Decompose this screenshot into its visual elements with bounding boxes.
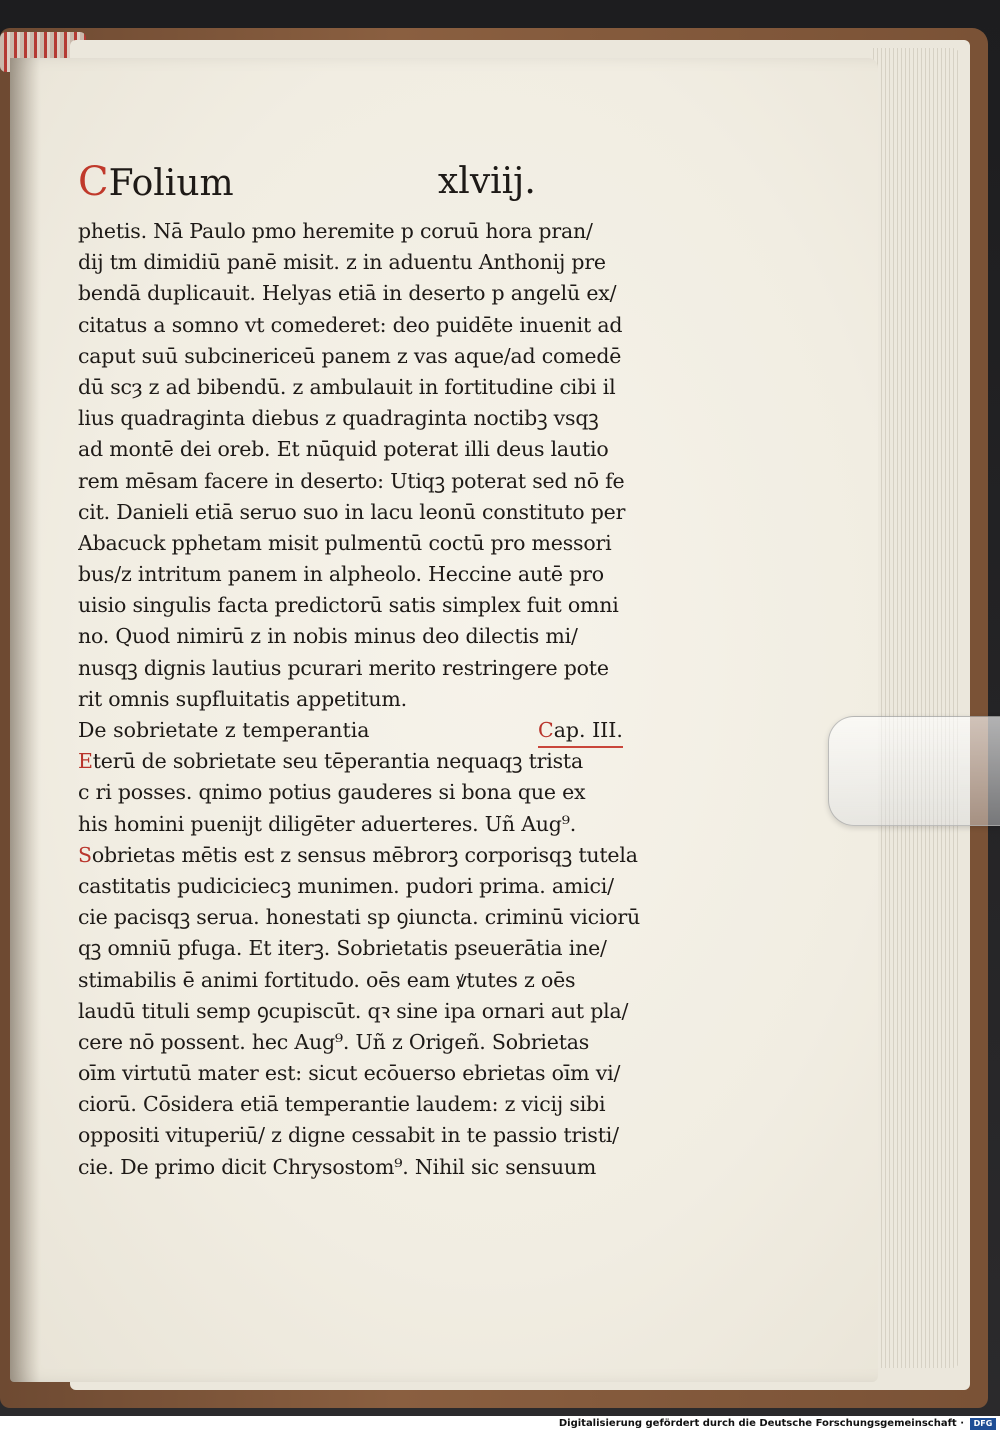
rubric-initial: C [538,718,554,742]
folio-number: xlviij. [438,161,536,202]
funding-credit: Digitalisierung gefördert durch die Deutsche Forschungsgemeinschaft · [558,1418,964,1429]
heading-initial: C [78,159,109,205]
text-line: Sobrietas mētis est z sensus mēbrorꝫ corporisqꝫ tutela [78,842,638,867]
text-line: uisio singulis facta predictorū satis simplex fuit omni [78,593,619,618]
text-line: cie. De primo dicit Chrysostom⁹. Nihil sic sensuum [78,1154,597,1179]
text-line: cit. Danieli etiā seruo suo in lacu leonū constituto per [78,499,626,524]
chapter-title: De sobrietate z temperantia [78,718,370,742]
text-part-2 [78,746,690,1183]
text-line: caput suū subcinericeū panem z vas aque/ad comedē [78,343,622,368]
text-line: lius quadraginta diebus z quadraginta noctibꝫ vsqꝫ [78,406,599,431]
text-line: his homini puenijt diligēter aduerteres. Uñ Aug⁹. [78,811,577,836]
text-line: ad montē dei oreb. Et nūquid poterat illi deus lautio [78,437,609,462]
text-line: oppositi vituperiū/ z digne cessabit in te passio tristi/ [78,1123,619,1148]
text-line: dij tm dimidiū panē misit. z in aduentu Anthonij pre [78,250,606,275]
folio-heading [78,156,690,216]
chapter-number: Cap. III. [538,715,623,748]
text-line: rem mēsam facere in deserto: Utiqꝫ poterat sed nō fe [78,468,625,493]
text-line: oīm virtutū mater est: sicut ecōuerso ebrietas oīm vi/ [78,1061,621,1086]
text-line: qꝫ omniū pfuga. Et iterꝫ. Sobrietatis pseuerātia ine/ [78,936,607,961]
text-line: cie pacisqꝫ serua. honestati sp ꝯiuncta. criminū viciorū [78,905,640,930]
text-line: nusqꝫ dignis lautius pcurari merito restringere pote [78,655,609,680]
text-line: dū scȝ z ad bibendū. z ambulauit in fortitudine cibi il [78,374,616,399]
text-line: citatus a somno vt comederet: deo puidēte inuenit ad [78,312,623,337]
text-part-1 [78,216,690,715]
page-gutter [10,58,40,1382]
text-line: bendā duplicauit. Helyas etiā in deserto p angelū ex/ [78,281,617,306]
chapter-heading [78,715,690,746]
text-line: rit omnis supfluitatis appetitum. [78,686,407,711]
glass-page-clip [828,716,1000,826]
text-line: c ri posses. qnimo potius gauderes si bona que ex [78,780,586,805]
text-line: no. Quod nimirū z in nobis minus deo dilectis mi/ [78,624,578,649]
text-line: ciorū. Cōsidera etiā temperantie laudem: z vicij sibi [78,1092,606,1117]
rubric-initial: E [78,749,93,774]
text-line: Eterū de sobrietate seu tēperantia nequaqꝫ trista [78,749,583,774]
dfg-logo: DFG [970,1418,996,1430]
heading-word: Folium [108,163,234,204]
rubric-initial: S [78,842,92,867]
text-line: cere nō possent. hec Aug⁹. Uñ z Origeñ. Sobrietas [78,1029,590,1054]
printed-text-block [78,156,690,1183]
text-line: bus/z intritum panem in alpheolo. Heccine autē pro [78,562,604,587]
text-line: phetis. Nā Paulo pmo heremite p coruū hora pran/ [78,219,593,243]
page-edges [870,48,960,1368]
text-line: stimabilis ē animi fortitudo. oēs eam ꝟtutes z oēs [78,967,576,992]
text-line: castitatis pudiciciecꝫ munimen. pudori prima. amici/ [78,873,614,898]
text-line: laudū tituli semp ꝯcupiscūt. qꝛ sine ipa ornari aut pla/ [78,998,629,1023]
text-line: Abacuck pphetam misit pulmentū coctū pro messori [78,530,612,555]
